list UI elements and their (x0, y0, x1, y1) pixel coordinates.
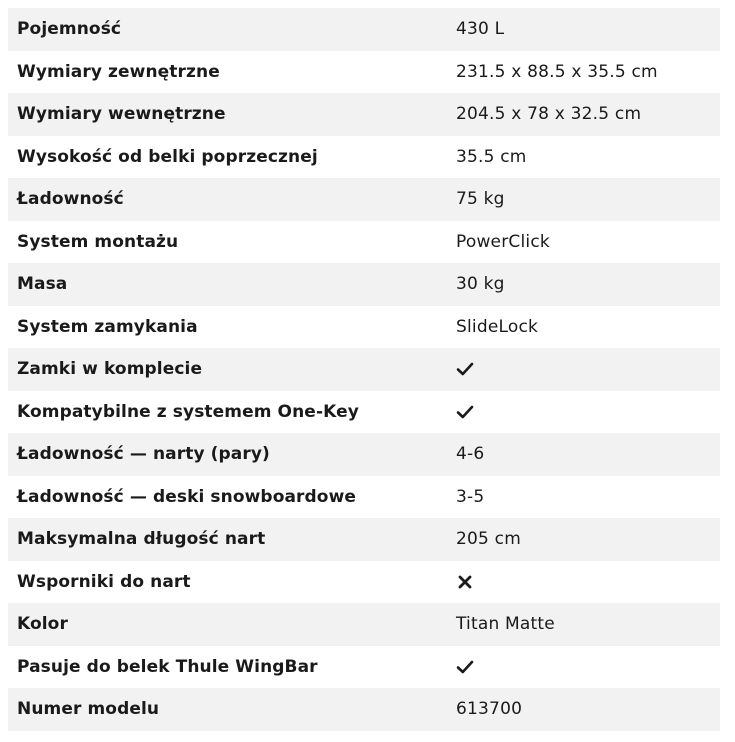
spec-row (8, 688, 720, 731)
spec-value: 3-5 (456, 486, 485, 507)
spec-label: Wymiary zewnętrzne (17, 61, 220, 82)
spec-value (456, 402, 720, 422)
spec-value: 231.5 x 88.5 x 35.5 cm (456, 61, 658, 82)
spec-value: 75 kg (456, 189, 505, 210)
spec-row (8, 476, 720, 519)
spec-value: 205 cm (456, 529, 521, 550)
spec-value: 613700 (456, 699, 523, 720)
check-icon (456, 658, 474, 676)
spec-row (8, 51, 720, 94)
spec-value: PowerClick (456, 231, 550, 252)
cross-icon (456, 573, 474, 591)
spec-value: 30 kg (456, 274, 505, 295)
spec-label: Ładowność — deski snowboardowe (17, 486, 357, 507)
spec-row (8, 263, 720, 306)
spec-label: System zamykania (17, 316, 198, 337)
spec-row (8, 93, 720, 136)
spec-row (8, 8, 720, 51)
spec-label: Wymiary wewnętrzne (17, 104, 226, 125)
spec-label: System montażu (17, 231, 179, 252)
spec-row (8, 518, 720, 561)
spec-row (8, 646, 720, 689)
spec-label: Zamki w komplecie (17, 359, 203, 380)
spec-row (8, 221, 720, 264)
spec-row (8, 433, 720, 476)
spec-row (8, 391, 720, 434)
spec-row (8, 306, 720, 349)
spec-value (456, 359, 720, 379)
spec-value: SlideLock (456, 316, 539, 337)
spec-label: Masa (17, 274, 68, 295)
spec-label: Wysokość od belki poprzecznej (17, 146, 318, 167)
spec-label: Ładowność (17, 189, 124, 210)
spec-table (8, 8, 720, 731)
spec-row (8, 561, 720, 604)
spec-value: Titan Matte (456, 614, 555, 635)
spec-label: Numer modelu (17, 699, 160, 720)
spec-value: 4-6 (456, 444, 485, 465)
spec-label: Maksymalna długość nart (17, 529, 266, 550)
spec-row (8, 136, 720, 179)
spec-value (456, 657, 720, 677)
check-icon (456, 360, 474, 378)
spec-label: Pojemność (17, 19, 122, 40)
spec-label: Kompatybilne z systemem One-Key (17, 401, 359, 422)
spec-value: 35.5 cm (456, 146, 527, 167)
spec-row (8, 348, 720, 391)
spec-value: 204.5 x 78 x 32.5 cm (456, 104, 642, 125)
spec-label: Ładowność — narty (pary) (17, 444, 270, 465)
spec-value (456, 572, 720, 592)
check-icon (456, 403, 474, 421)
spec-row (8, 603, 720, 646)
spec-value: 430 L (456, 19, 505, 40)
spec-label: Wsporniki do nart (17, 571, 191, 592)
spec-label: Kolor (17, 614, 68, 635)
spec-label: Pasuje do belek Thule WingBar (17, 656, 318, 677)
spec-row (8, 178, 720, 221)
